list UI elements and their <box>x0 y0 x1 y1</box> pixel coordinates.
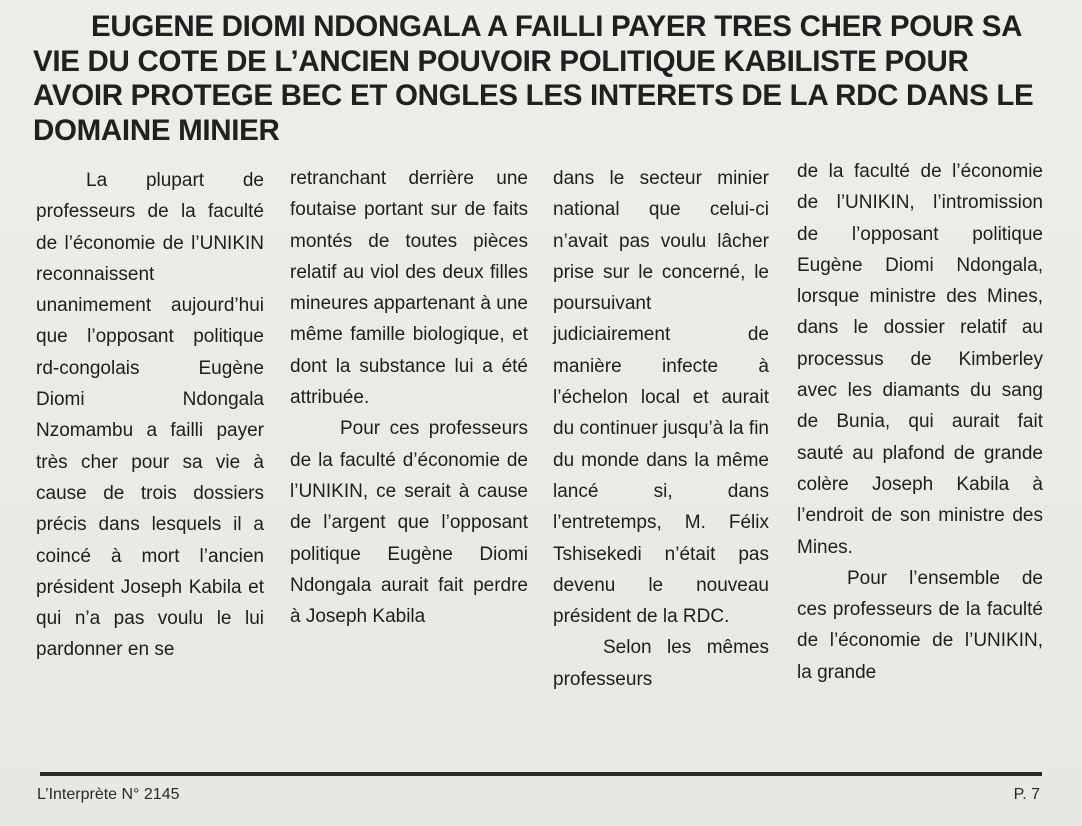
paragraph: retranchant derrière une foutaise portant sur de faits montés de toutes pièces relatif au viol des deux filles mineures appartenant à une même famille biologique, et dont la substance lui a été attribuée. <box>290 168 528 409</box>
paragraph: Pour l’ensemble de ces professeurs de la faculté de l’économie de l’UNIKIN, la grande <box>797 567 1043 683</box>
article-column-3 <box>553 163 769 695</box>
page-number: P. 7 <box>1013 786 1040 803</box>
paragraph: dans le secteur minier national que celui-ci n’avait pas voulu lâcher prise sur le concerné, le poursuivant judiciairement de manière infecte à l’échelon local et aurait du continuer jusqu’à la fin du monde dans la même lancé si, dans l’entretemps, M. Félix Tshisekedi n’était pas devenu le nouveau président de la RDC. <box>553 168 769 628</box>
paragraph: La plupart de professeurs de la faculté de l’économie de l’UNIKIN reconnaissent unanimement aujourd’hui que l’opposant politique rd-congolais Eugène Diomi Ndongala Nzomambu a failli payer très cher pour sa vie à cause de trois dossiers précis dans lesquels il a coincé à mort l’ancien président Joseph Kabila et qui n’a pas voulu le lui pardonner en se <box>36 170 264 661</box>
paragraph: Selon les mêmes professeurs <box>553 637 769 690</box>
article-column-2 <box>290 163 528 632</box>
article-headline: EUGENE DIOMI NDONGALA A FAILLI PAYER TRES CHER POUR SA VIE DU COTE DE L’ANCIEN POUVOIR POLITIQUE KABILISTE POUR AVOIR PROTEGE BEC ET ONGLES LES INTERETS DE LA RDC DANS LE DOMAINE MINIER <box>33 10 1034 147</box>
footer-divider <box>40 772 1042 776</box>
article-column-4 <box>797 156 1043 688</box>
publication-issue: L’Interprète N° 2145 <box>37 786 180 803</box>
article-column-1 <box>36 165 264 666</box>
paragraph: Pour ces professeurs de la faculté d’économie de l’UNIKIN, ce serait à cause de l’argent que l’opposant politique Eugène Diomi Ndongala aurait fait perdre à Joseph Kabila <box>290 418 528 628</box>
paragraph: de la faculté de l’économie de l’UNIKIN, l’intromission de l’opposant politique Eugène Diomi Ndongala, lorsque ministre des Mines, dans le dossier relatif au processus de Kimberley avec les diamants du sang de Bunia, qui aurait fait sauté au plafond de grande colère Joseph Kabila à l’endroit de son ministre des Mines. <box>797 161 1043 558</box>
